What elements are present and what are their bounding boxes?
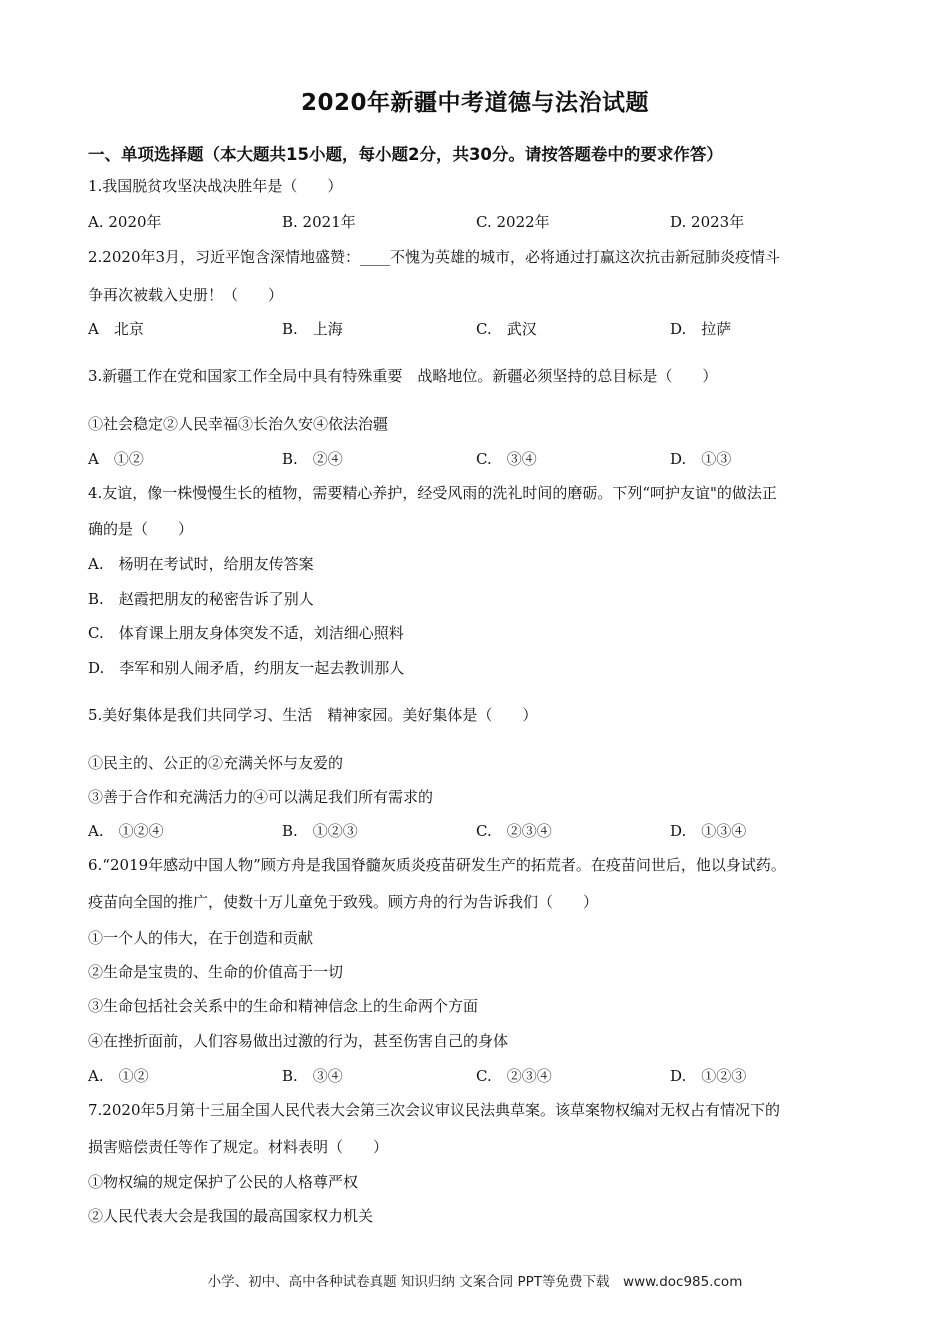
option-d: D. ①③: [670, 450, 732, 468]
question-4-stem-line-2: 确的是（ ）: [88, 520, 194, 538]
question-1-options: [88, 212, 888, 232]
question-3-statements: ①社会稳定②人民幸福③长治久安④依法治疆: [88, 415, 389, 433]
option-c: C. ②③④: [476, 822, 552, 840]
option-b: B. 上海: [282, 320, 343, 338]
option-b: B. ③④: [282, 1067, 343, 1085]
question-7-statement-2: ②人民代表大会是我国的最高国家权力机关: [88, 1207, 374, 1225]
question-4-choice-b: B. 赵霞把朋友的秘密告诉了别人: [88, 590, 314, 608]
option-a: A. ①②④: [88, 822, 164, 840]
option-d: D. ①③④: [670, 822, 747, 840]
question-4-stem-line-1: 4.友谊，像一株慢慢生长的植物，需要精心养护，经受风雨的洗礼时间的磨砺。下列“呵护友谊"的做法正: [88, 484, 777, 502]
question-7-statement-1: ①物权编的规定保护了公民的人格尊严权: [88, 1173, 359, 1191]
question-3-options: [88, 449, 888, 469]
question-5-options: [88, 821, 888, 841]
option-a: A. 2020年: [88, 213, 162, 231]
option-b: B. ①②③: [282, 822, 358, 840]
question-6-statement-1: ①一个人的伟大，在于创造和贡献: [88, 929, 314, 947]
question-5-statements-2: ③善于合作和充满活力的④可以满足我们所有需求的: [88, 788, 434, 806]
question-4-choice-c: C. 体育课上朋友身体突发不适，刘洁细心照料: [88, 624, 404, 642]
option-b: B. 2021年: [282, 213, 356, 231]
option-a: A 北京: [88, 320, 144, 338]
option-c: C. ③④: [476, 450, 537, 468]
option-d: D. 2023年: [670, 213, 745, 231]
question-5-statements-1: ①民主的、公正的②充满关怀与友爱的: [88, 754, 344, 772]
question-7-stem-line-2: 损害赔偿责任等作了规定。材料表明（ ）: [88, 1138, 389, 1156]
option-d: D. ①②③: [670, 1067, 747, 1085]
question-4-choice-d: D. 李军和别人闹矛盾，约朋友一起去教训那人: [88, 659, 405, 677]
question-6-stem-line-2: 疫苗向全国的推广，使数十万儿童免于致残。顾方舟的行为告诉我们（ ）: [88, 893, 599, 911]
option-c: C. 2022年: [476, 213, 550, 231]
question-6-statement-3: ③生命包括社会关系中的生命和精神信念上的生命两个方面: [88, 997, 479, 1015]
page-footer: 小学、初中、高中各种试卷真题 知识归纳 文案合同 PPT等免费下载 www.doc985.com: [207, 1274, 743, 1290]
question-7-stem-line-1: 7.2020年5月第十三届全国人民代表大会第三次会议审议民法典草案。该草案物权编对无权占有情况下的: [88, 1101, 781, 1119]
section-heading: 一、单项选择题（本大题共15小题，每小题2分，共30分。请按答题卷中的要求作答）: [88, 145, 723, 164]
question-1-stem: 1.我国脱贫攻坚决战决胜年是（ ）: [88, 177, 343, 195]
option-c: C. ②③④: [476, 1067, 552, 1085]
page-title: 2020年新疆中考道德与法治试题: [300, 90, 649, 116]
question-2-stem-line-2: 争再次被载入史册！（ ）: [88, 286, 284, 304]
option-b: B. ②④: [282, 450, 343, 468]
question-5-stem-line-1: 5.美好集体是我们共同学习、生活 精神家园。美好集体是（ ）: [88, 706, 538, 724]
question-6-statement-2: ②生命是宝贵的、生命的价值高于一切: [88, 963, 344, 981]
question-3-stem-line-1: 3.新疆工作在党和国家工作全局中具有特殊重要 战略地位。新疆必须坚持的总目标是（ ）: [88, 367, 718, 385]
option-a: A ①②: [88, 450, 144, 468]
option-a: A. ①②: [88, 1067, 149, 1085]
question-4-choice-a: A. 杨明在考试时，给朋友传答案: [88, 555, 314, 573]
question-6-options: [88, 1066, 888, 1086]
option-c: C. 武汉: [476, 320, 537, 338]
option-d: D. 拉萨: [670, 320, 732, 338]
question-2-stem-line-1: 2.2020年3月，习近平饱含深情地盛赞：____不愧为英雄的城市，必将通过打赢这次抗击新冠肺炎疫情斗: [88, 248, 781, 266]
question-6-statement-4: ④在挫折面前，人们容易做出过激的行为，甚至伤害自己的身体: [88, 1032, 509, 1050]
question-2-options: [88, 319, 888, 339]
question-6-stem-line-1: 6.“2019年感动中国人物”顾方舟是我国脊髓灰质炎疫苗研发生产的拓荒者。在疫苗问世后，他以身试药。: [88, 856, 786, 874]
